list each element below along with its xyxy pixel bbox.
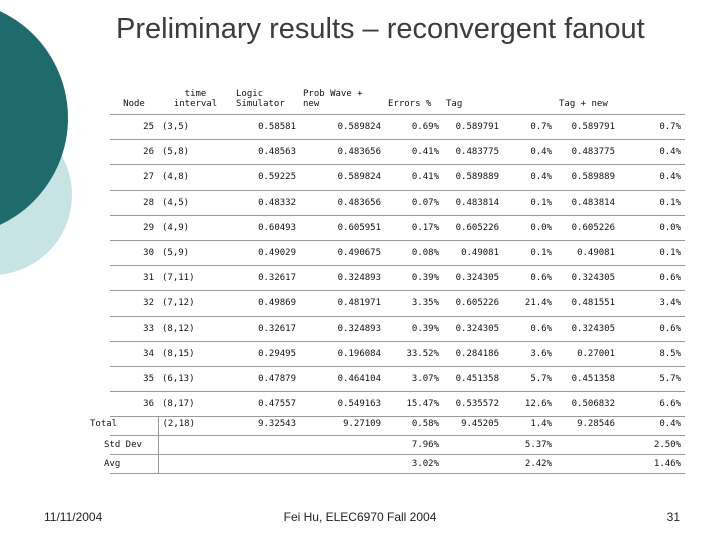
footer-date: 11/11/2004 <box>44 510 103 524</box>
cell-err: 0.69% <box>385 115 443 140</box>
cell-tag-err: 0.1% <box>503 240 556 265</box>
page-number: 31 <box>666 510 680 524</box>
table-header-row <box>110 86 685 115</box>
cell-tag-err: 0.7% <box>503 115 556 140</box>
header-time-interval: time interval <box>158 86 233 115</box>
cell-prob: 0.324893 <box>300 316 385 341</box>
cell-err: 0.08% <box>385 240 443 265</box>
table-row-total <box>110 417 685 436</box>
cell-err: 0.41% <box>385 140 443 165</box>
avg-tag-err: 2.42% <box>503 455 556 474</box>
cell-tagnew-err: 3.4% <box>619 291 685 316</box>
total-tag: 9.45205 <box>443 417 503 436</box>
cell-node: 29 <box>110 215 158 240</box>
cell-tag: 0.324305 <box>443 316 503 341</box>
table-row <box>110 165 685 190</box>
cell-interval: (6,13) <box>158 366 233 391</box>
cell-node: 32 <box>110 291 158 316</box>
avg-empty <box>443 455 503 474</box>
slide-decoration <box>0 0 100 300</box>
results-table <box>90 86 685 474</box>
table-row <box>110 366 685 391</box>
cell-tagnew: 0.481551 <box>556 291 619 316</box>
cell-tag: 0.589791 <box>443 115 503 140</box>
total-interval: (2,18) <box>158 417 233 436</box>
cell-interval: (8,17) <box>158 392 233 417</box>
total-tagnew-err: 0.4% <box>619 417 685 436</box>
std-empty <box>556 436 619 455</box>
table-row <box>110 341 685 366</box>
cell-tagnew-err: 0.6% <box>619 316 685 341</box>
table-row-std-dev <box>110 436 685 455</box>
std-label: Std Dev <box>104 436 152 455</box>
cell-prob: 0.464104 <box>300 366 385 391</box>
cell-tag: 0.483775 <box>443 140 503 165</box>
cell-tagnew-err: 6.6% <box>619 392 685 417</box>
cell-tagnew: 0.506832 <box>556 392 619 417</box>
cell-node: 25 <box>110 115 158 140</box>
cell-node: 27 <box>110 165 158 190</box>
cell-tag-err: 0.1% <box>503 190 556 215</box>
cell-logic: 0.59225 <box>233 165 300 190</box>
avg-label: Avg <box>104 455 152 474</box>
cell-tagnew-err: 0.0% <box>619 215 685 240</box>
cell-prob: 0.196084 <box>300 341 385 366</box>
cell-interval: (4,5) <box>158 190 233 215</box>
header-errors: Errors % <box>385 86 443 115</box>
cell-node: 34 <box>110 341 158 366</box>
cell-logic: 0.49029 <box>233 240 300 265</box>
cell-tagnew-err: 5.7% <box>619 366 685 391</box>
header-tag-new-error <box>619 86 685 115</box>
cell-tag-err: 5.7% <box>503 366 556 391</box>
cell-tagnew: 0.483775 <box>556 140 619 165</box>
cell-interval: (4,8) <box>158 165 233 190</box>
cell-tagnew-err: 0.1% <box>619 190 685 215</box>
cell-prob: 0.490675 <box>300 240 385 265</box>
cell-tag-err: 0.6% <box>503 316 556 341</box>
cell-err: 15.47% <box>385 392 443 417</box>
cell-err: 0.39% <box>385 266 443 291</box>
cell-logic: 0.32617 <box>233 266 300 291</box>
cell-tag-err: 0.4% <box>503 140 556 165</box>
avg-empty <box>233 455 300 474</box>
cell-err: 0.39% <box>385 316 443 341</box>
cell-tag-err: 0.0% <box>503 215 556 240</box>
table-row <box>110 240 685 265</box>
total-label: Total <box>90 417 138 436</box>
std-empty <box>300 436 385 455</box>
cell-tag-err: 12.6% <box>503 392 556 417</box>
cell-node: 26 <box>110 140 158 165</box>
total-tag-err: 1.4% <box>503 417 556 436</box>
table-row <box>110 115 685 140</box>
header-prob-wave: Prob Wave + new <box>300 86 385 115</box>
total-err: 0.58% <box>385 417 443 436</box>
cell-tagnew: 0.589889 <box>556 165 619 190</box>
cell-tag: 0.535572 <box>443 392 503 417</box>
cell-node: 30 <box>110 240 158 265</box>
cell-tagnew-err: 0.1% <box>619 240 685 265</box>
cell-tag: 0.324305 <box>443 266 503 291</box>
std-empty <box>443 436 503 455</box>
table-row <box>110 266 685 291</box>
total-prob: 9.27109 <box>300 417 385 436</box>
cell-tagnew: 0.324305 <box>556 266 619 291</box>
cell-err: 33.52% <box>385 341 443 366</box>
cell-interval: (4,9) <box>158 215 233 240</box>
footer-title: Fei Hu, ELEC6970 Fall 2004 <box>283 510 437 524</box>
header-tag: Tag <box>443 86 503 115</box>
cell-tagnew: 0.483814 <box>556 190 619 215</box>
cell-tag-err: 0.6% <box>503 266 556 291</box>
cell-node: 28 <box>110 190 158 215</box>
cell-interval: (8,12) <box>158 316 233 341</box>
table-row <box>110 392 685 417</box>
cell-logic: 0.29495 <box>233 341 300 366</box>
cell-tag: 0.284186 <box>443 341 503 366</box>
cell-node: 35 <box>110 366 158 391</box>
cell-logic: 0.32617 <box>233 316 300 341</box>
cell-node: 33 <box>110 316 158 341</box>
cell-tagnew-err: 0.4% <box>619 140 685 165</box>
cell-tagnew: 0.605226 <box>556 215 619 240</box>
cell-prob: 0.605951 <box>300 215 385 240</box>
table-row <box>110 215 685 240</box>
cell-interval: (7,12) <box>158 291 233 316</box>
cell-tagnew-err: 0.6% <box>619 266 685 291</box>
std-tag-err: 5.37% <box>503 436 556 455</box>
cell-tagnew-err: 8.5% <box>619 341 685 366</box>
table-row <box>110 316 685 341</box>
header-tag-new: Tag + new <box>556 86 619 115</box>
total-logic: 9.32543 <box>233 417 300 436</box>
cell-tag: 0.451358 <box>443 366 503 391</box>
slide-title: Preliminary results – reconvergent fanout <box>116 13 645 45</box>
cell-logic: 0.48563 <box>233 140 300 165</box>
cell-logic: 0.60493 <box>233 215 300 240</box>
cell-tag: 0.49081 <box>443 240 503 265</box>
table-row <box>110 190 685 215</box>
header-node: Node <box>110 86 158 115</box>
cell-tagnew: 0.324305 <box>556 316 619 341</box>
total-tagnew: 9.28546 <box>556 417 619 436</box>
cell-tag: 0.605226 <box>443 291 503 316</box>
cell-prob: 0.589824 <box>300 115 385 140</box>
cell-err: 3.35% <box>385 291 443 316</box>
cell-tag-err: 3.6% <box>503 341 556 366</box>
cell-prob: 0.589824 <box>300 165 385 190</box>
header-logic-simulator: Logic Simulator <box>233 86 300 115</box>
cell-interval: (8,15) <box>158 341 233 366</box>
cell-interval: (5,9) <box>158 240 233 265</box>
cell-tagnew: 0.49081 <box>556 240 619 265</box>
cell-tag: 0.483814 <box>443 190 503 215</box>
cell-err: 0.17% <box>385 215 443 240</box>
cell-err: 0.41% <box>385 165 443 190</box>
cell-logic: 0.49869 <box>233 291 300 316</box>
cell-tagnew-err: 0.7% <box>619 115 685 140</box>
table-row <box>110 140 685 165</box>
cell-tag: 0.605226 <box>443 215 503 240</box>
avg-err: 3.02% <box>385 455 443 474</box>
cell-tag: 0.589889 <box>443 165 503 190</box>
std-err: 7.96% <box>385 436 443 455</box>
cell-logic: 0.47879 <box>233 366 300 391</box>
cell-logic: 0.47557 <box>233 392 300 417</box>
cell-tagnew: 0.27001 <box>556 341 619 366</box>
std-tagnew-err: 2.50% <box>619 436 685 455</box>
cell-interval: (3,5) <box>158 115 233 140</box>
cell-prob: 0.324893 <box>300 266 385 291</box>
std-empty <box>233 436 300 455</box>
cell-logic: 0.48332 <box>233 190 300 215</box>
cell-tag-err: 0.4% <box>503 165 556 190</box>
cell-node: 31 <box>110 266 158 291</box>
cell-prob: 0.549163 <box>300 392 385 417</box>
avg-empty <box>300 455 385 474</box>
cell-interval: (5,8) <box>158 140 233 165</box>
avg-empty <box>556 455 619 474</box>
cell-tagnew: 0.451358 <box>556 366 619 391</box>
cell-interval: (7,11) <box>158 266 233 291</box>
cell-node: 36 <box>110 392 158 417</box>
cell-prob: 0.483656 <box>300 190 385 215</box>
cell-tag-err: 21.4% <box>503 291 556 316</box>
cell-err: 3.07% <box>385 366 443 391</box>
cell-logic: 0.58581 <box>233 115 300 140</box>
cell-prob: 0.481971 <box>300 291 385 316</box>
table-row <box>110 291 685 316</box>
cell-err: 0.07% <box>385 190 443 215</box>
cell-tagnew-err: 0.4% <box>619 165 685 190</box>
cell-prob: 0.483656 <box>300 140 385 165</box>
avg-empty <box>158 455 233 474</box>
table-row-avg <box>110 455 685 474</box>
header-tag-error <box>503 86 556 115</box>
cell-tagnew: 0.589791 <box>556 115 619 140</box>
std-empty <box>158 436 233 455</box>
avg-tagnew-err: 1.46% <box>619 455 685 474</box>
